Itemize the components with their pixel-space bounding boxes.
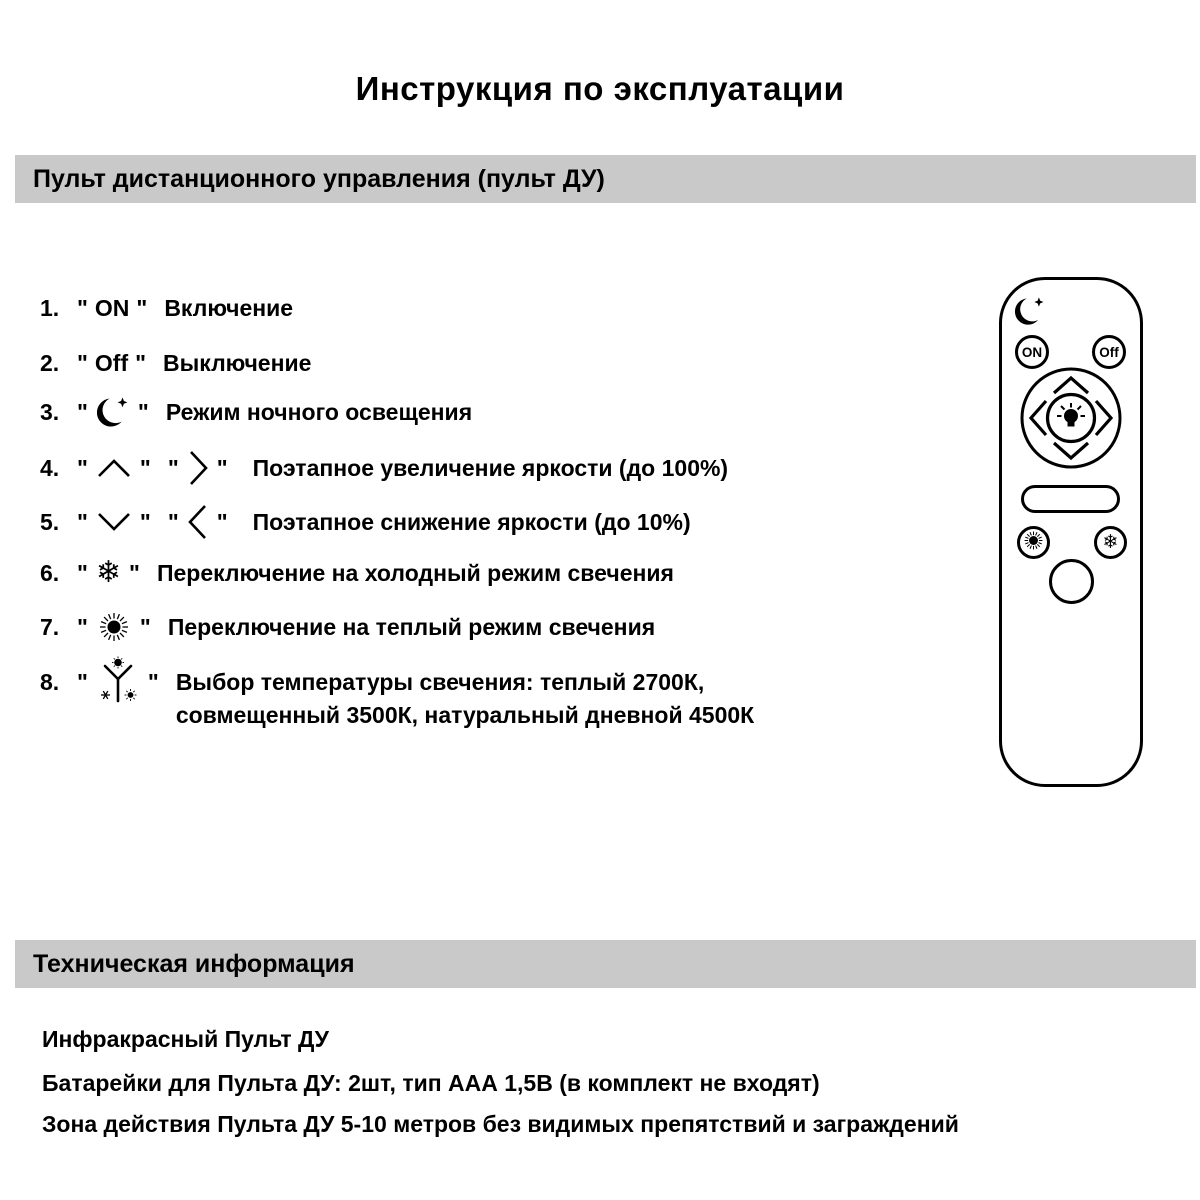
chevron-right-icon: [187, 449, 209, 487]
item-number: 2.: [40, 349, 60, 376]
item-description-line1: Выбор температуры свечения: теплый 2700К,: [175, 669, 705, 695]
chevron-down-icon: [96, 511, 132, 533]
quote-mark: ": [216, 454, 228, 481]
quote-mark: ": [77, 398, 88, 425]
quote-mark: ": [216, 508, 228, 535]
off-symbol: Off: [94, 349, 129, 376]
item-description: Режим ночного освещения: [165, 398, 473, 425]
instruction-item-2: [40, 339, 311, 387]
dpad-right-icon: [1096, 401, 1111, 435]
dpad-control: [1019, 366, 1123, 475]
chevron-left-icon: [187, 503, 209, 541]
off-button-label: Off: [1099, 344, 1119, 360]
quote-mark: ": [135, 349, 147, 376]
quote-mark: ": [167, 454, 179, 481]
tech-line-batteries: Батарейки для Пульта ДУ: 2шт, тип ААА 1,5В (в комплект не входят): [42, 1070, 820, 1096]
tech-line-range: Зона действия Пульта ДУ 5-10 метров без видимых препятствий и заграждений: [42, 1111, 959, 1137]
off-button: [1092, 335, 1126, 369]
instruction-item-3: [40, 388, 472, 436]
tech-line-remote-type: Инфракрасный Пульт ДУ: [42, 1026, 329, 1052]
instruction-item-1: [40, 284, 293, 332]
remote-illustration: [999, 277, 1143, 787]
quote-mark: ": [77, 454, 88, 481]
quote-mark: ": [77, 349, 88, 376]
chevron-up-icon: [96, 457, 132, 479]
item-number: 4.: [40, 454, 60, 481]
sun-icon: [96, 609, 132, 645]
section-header-tech: [15, 940, 1196, 988]
instruction-item-7: [40, 603, 655, 651]
quote-mark: ": [139, 508, 151, 535]
sun-icon: [1022, 529, 1045, 557]
spare-button: [1049, 559, 1094, 604]
item-description: Переключение на теплый режим свечения: [167, 613, 656, 640]
quote-mark: ": [147, 668, 159, 695]
item-description: Поэтапное снижение яркости (до 10%): [252, 508, 691, 535]
page-title: Инструкция по эксплуатации: [355, 70, 845, 107]
item-description: Поэтапное увеличение яркости (до 100%): [252, 454, 729, 481]
quote-mark: ": [139, 613, 151, 640]
moon-icon: [96, 396, 130, 428]
snowflake-icon: ❄: [95, 555, 122, 590]
night-mode-button: [1014, 296, 1046, 331]
item-description: Включение: [164, 294, 294, 321]
item-description: Переключение на холодный режим свечения: [156, 559, 674, 586]
dpad-down-icon: [1054, 443, 1088, 458]
snowflake-icon: ❄: [1102, 531, 1119, 553]
dpad-left-icon: [1031, 401, 1046, 435]
instruction-item-8: [40, 658, 754, 732]
quote-mark: ": [77, 613, 88, 640]
quote-mark: ": [167, 508, 179, 535]
pill-button: [1021, 485, 1120, 513]
item-number: 5.: [40, 508, 60, 535]
quote-mark: ": [139, 454, 151, 481]
quote-mark: ": [129, 559, 140, 586]
item-number: 6.: [40, 559, 60, 586]
instruction-item-5: [40, 498, 691, 546]
item-number: 3.: [40, 398, 60, 425]
warm-mode-button: [1017, 526, 1050, 559]
dpad-up-icon: [1054, 378, 1088, 393]
instruction-item-6: [40, 549, 674, 597]
quote-mark: ": [77, 508, 88, 535]
instruction-item-4: [40, 444, 728, 492]
section-header-remote-label: Пульт дистанционного управления (пульт ДУ): [33, 164, 605, 193]
on-button: [1015, 335, 1049, 369]
section-header-remote: [15, 155, 1196, 203]
item-number: 7.: [40, 613, 60, 640]
quote-mark: ": [77, 559, 88, 586]
quote-mark: ": [77, 668, 88, 695]
item-description: Выключение: [163, 349, 312, 376]
section-header-tech-label: Техническая информация: [33, 949, 355, 978]
quote-mark: ": [136, 294, 148, 321]
quote-mark: ": [137, 398, 149, 425]
item-description-line2: совмещенный 3500К, натуральный дневной 4500К: [175, 702, 755, 728]
on-symbol: ON: [94, 294, 130, 321]
quote-mark: ": [77, 294, 88, 321]
item-description: [176, 658, 754, 732]
item-number: 1.: [40, 294, 60, 321]
on-button-label: ON: [1021, 344, 1043, 360]
color-temperature-icon: [96, 656, 140, 708]
item-number: 8.: [40, 668, 60, 695]
cold-mode-button: [1094, 526, 1127, 559]
